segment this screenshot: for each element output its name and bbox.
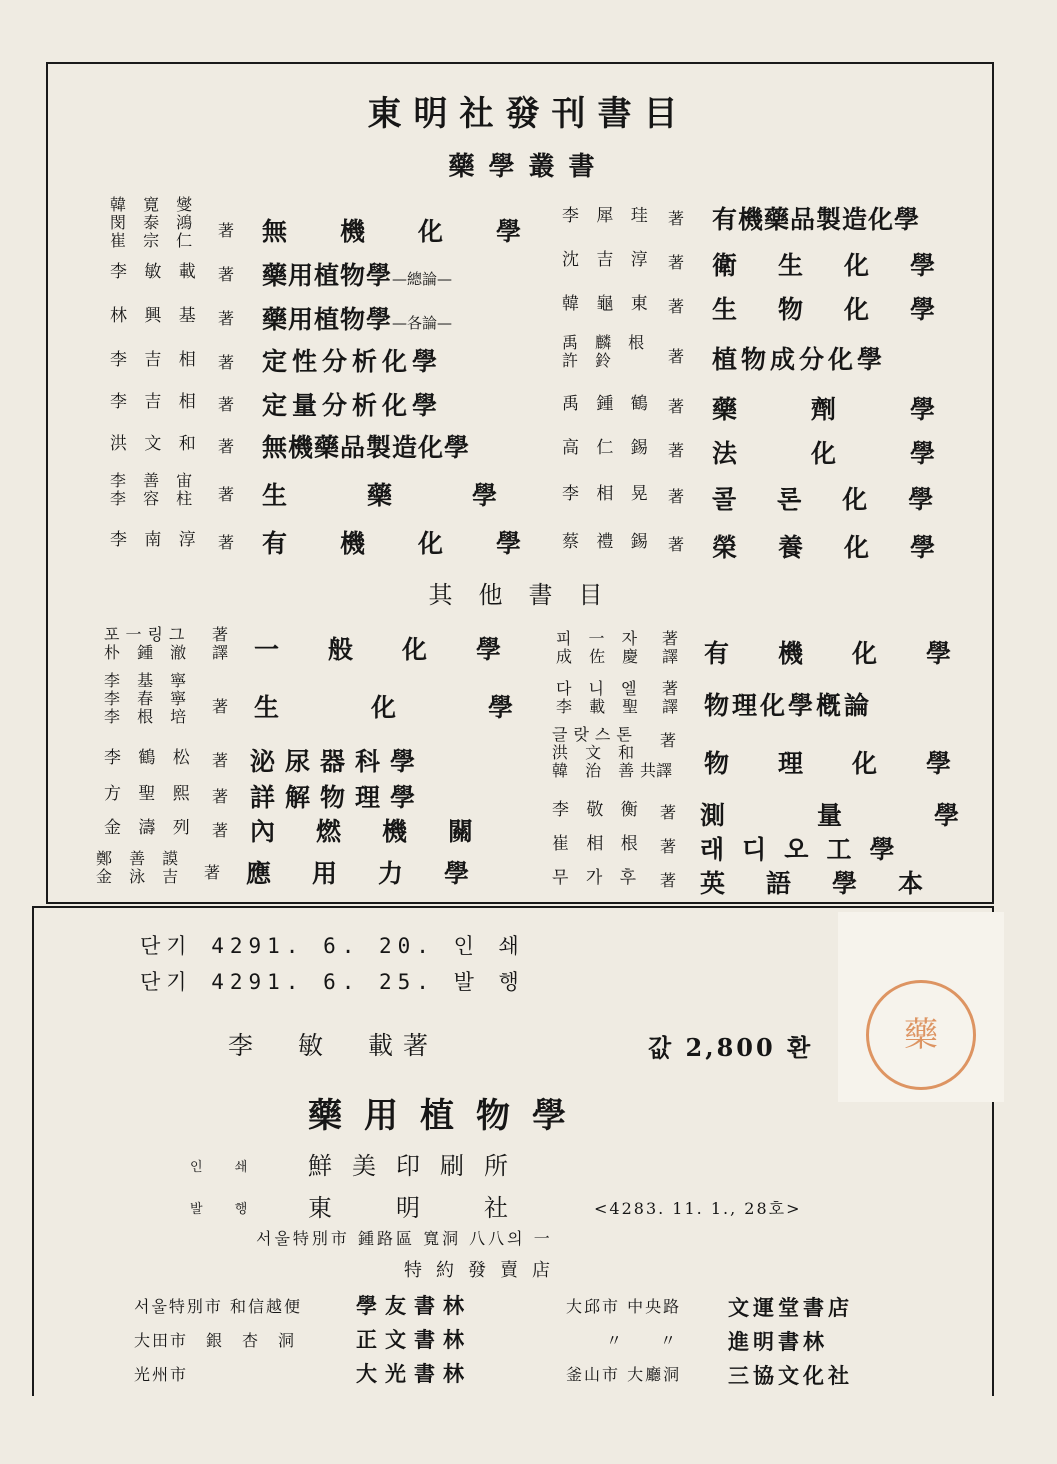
author-name: 李 春 寧 <box>104 689 193 708</box>
role-label: 著 <box>204 863 221 882</box>
book-authors: 金 濤 列 <box>104 818 196 838</box>
role-label: 著 <box>218 353 235 372</box>
book-title: 生 物 化 學 <box>712 295 944 324</box>
book-authors <box>104 626 192 662</box>
book-title: 生 藥 學 <box>262 481 508 510</box>
role-label: 著 <box>668 347 685 366</box>
book-title: 一 般 化 學 <box>254 635 514 664</box>
store-name: 大光書林 <box>356 1361 472 1386</box>
book-title: 無機藥品製造化學 <box>262 433 471 462</box>
role-label: 著 <box>662 629 679 648</box>
role-labels <box>662 630 678 666</box>
author-name: 鄭 善 謨 <box>96 849 185 868</box>
colophon-author: 李 敏 載著 <box>228 1031 439 1060</box>
book-authors: 무 가 후 <box>552 868 643 888</box>
role-label: 著 <box>212 787 229 806</box>
author-name: 李 善 宙 <box>110 471 199 490</box>
book-title: 藥 劑 學 <box>712 395 944 424</box>
seal-stamp <box>866 980 976 1090</box>
role-label: 著 <box>218 221 235 240</box>
book-title: 無 機 化 學 <box>262 217 536 246</box>
book-subtitle: —各論— <box>392 314 453 332</box>
store-city: 大田市 銀 杏 洞 <box>134 1331 297 1350</box>
role-label: 著 <box>218 437 235 456</box>
book-title: 物 理 化 學 <box>704 749 964 778</box>
role-labels <box>640 726 676 786</box>
role-label: 著 <box>668 487 685 506</box>
publisher: 東 明 社 <box>308 1194 528 1222</box>
book-authors: 韓 龜 東 <box>562 294 654 314</box>
author-name: 李 根 培 <box>104 707 193 726</box>
book-title: 榮 養 化 學 <box>712 533 944 562</box>
author-name: 閔 泰 鴻 <box>110 213 199 232</box>
book-title: 內 燃 機 關 <box>250 817 482 846</box>
book-authors <box>556 630 644 666</box>
book-title <box>262 256 452 292</box>
book-authors: 李 相 晃 <box>562 484 654 504</box>
role-label: 著 <box>668 397 685 416</box>
catalog-title: 東明社發刊書目 <box>367 94 690 134</box>
store-name: 三協文化社 <box>728 1363 853 1388</box>
role-label: 譯 <box>662 697 679 716</box>
registration: <4283. 11. 1., 28호> <box>594 1199 802 1218</box>
series-heading: 藥學叢書 <box>448 152 609 182</box>
store-city: 光州市 <box>134 1365 189 1384</box>
printer: 鮮美印刷所 <box>308 1152 528 1180</box>
author-name: 포一링그 <box>104 625 191 644</box>
book-title: 測 量 學 <box>700 801 974 830</box>
store-city: 〃 〃 <box>606 1331 679 1350</box>
book-title: 有機藥品製造化學 <box>712 205 921 234</box>
book-authors <box>96 850 184 886</box>
colophon-book-title: 藥用植物學 <box>308 1096 588 1136</box>
role-label: 著 <box>218 533 235 552</box>
book-title: 有 機 化 學 <box>704 639 964 668</box>
book-authors: 沈 吉 淳 <box>562 250 654 270</box>
author-name: 피 一 자 <box>556 629 644 648</box>
book-authors: 崔 相 根 <box>552 834 644 854</box>
publish-date: 단기 4291. 6. 25. 발 행 <box>140 970 525 994</box>
book-authors <box>562 334 650 370</box>
author-name: 金 泳 吉 <box>96 867 185 886</box>
book-authors: 李 敬 衡 <box>552 800 644 820</box>
book-title: 콜 론 化 學 <box>712 485 942 514</box>
print-label: 인 쇄 <box>190 1160 262 1175</box>
book-title: 詳解物理學 <box>250 783 426 812</box>
role-label: 著 <box>212 821 229 840</box>
book-authors: 李 南 淳 <box>110 530 202 550</box>
role-label: 著 <box>668 297 685 316</box>
role-label: 著 <box>668 535 685 554</box>
book-title-text: 藥用植物學 <box>262 305 393 334</box>
author-name: 李 容 柱 <box>110 489 199 508</box>
book-authors: 李 吉 相 <box>110 392 202 412</box>
book-title <box>262 300 452 336</box>
role-label: 譯 <box>212 643 229 662</box>
role-label: 著 <box>218 395 235 414</box>
author-name: 許 鈴 <box>562 351 618 370</box>
book-title: 衛 生 化 學 <box>712 251 944 280</box>
store-name: 正文書林 <box>356 1327 472 1352</box>
book-authors: 李 鶴 松 <box>104 748 196 768</box>
book-title: 래디오工學 <box>700 835 913 864</box>
book-authors: 林 興 基 <box>110 306 202 326</box>
book-authors <box>552 726 640 780</box>
book-title: 英 語 學 本 <box>700 869 932 898</box>
author-name: 洪 文 和 <box>552 743 641 762</box>
role-label: 著 <box>212 751 229 770</box>
role-label: 著 <box>218 309 235 328</box>
book-title: 定量分析化學 <box>262 391 443 420</box>
role-label: 譯 <box>662 647 679 666</box>
book-authors <box>556 680 644 716</box>
role-label: 著 <box>212 625 229 644</box>
author-name: 李 載 聖 <box>556 697 645 716</box>
role-label: 著 <box>212 697 229 716</box>
book-title: 植物成分化學 <box>712 345 887 374</box>
author-name: 韓 寛 燮 <box>110 195 199 214</box>
book-authors: 高 仁 錫 <box>562 438 654 458</box>
role-label: 著 <box>660 837 677 856</box>
book-authors <box>110 472 198 508</box>
role-label: 著 <box>660 871 677 890</box>
author-name: 韓 治 善 <box>552 761 641 780</box>
author-name: 崔 宗 仁 <box>110 231 199 250</box>
author-name: 다 니 엘 <box>556 679 643 698</box>
role-label: 著 <box>218 265 235 284</box>
store-city: 釜山市 大廳洞 <box>566 1365 682 1384</box>
book-authors: 李 犀 珪 <box>562 206 654 226</box>
book-authors <box>104 672 192 726</box>
book-authors <box>110 196 198 250</box>
store-name: 進明書林 <box>728 1329 828 1354</box>
role-labels <box>212 626 228 662</box>
others-heading: 其他書目 <box>428 581 629 609</box>
book-authors: 李 敏 載 <box>110 262 202 282</box>
price: 값 2,800 환 <box>648 1033 814 1062</box>
book-title: 物理化學槪論 <box>704 691 873 720</box>
author-name: 禹 麟 根 <box>562 333 651 352</box>
publish-label: 발 행 <box>190 1202 262 1217</box>
book-title: 有 機 化 學 <box>262 529 536 558</box>
store-name: 學友書林 <box>356 1293 472 1318</box>
role-labels <box>662 680 678 716</box>
author-name: 成 佐 慶 <box>556 647 645 666</box>
book-authors: 禹 鍾 鶴 <box>562 394 654 414</box>
author-name: 朴 鍾 澈 <box>104 643 193 662</box>
book-authors: 方 聖 熙 <box>104 784 196 804</box>
author-name: 李 基 寧 <box>104 671 193 690</box>
author-name: 글랏스톤 <box>552 725 638 744</box>
store-name: 文運堂書店 <box>728 1295 853 1320</box>
role-label: 著 <box>660 731 677 750</box>
book-subtitle: —總論— <box>392 270 453 288</box>
role-label: 著 <box>662 679 679 698</box>
role-label: 共譯 <box>640 761 673 780</box>
book-title: 泌尿器科學 <box>250 747 426 776</box>
role-label: 著 <box>660 803 677 822</box>
print-date: 단기 4291. 6. 20. 인 쇄 <box>140 934 525 958</box>
book-title: 應 用 力 學 <box>246 859 478 888</box>
store-city: 大邱市 中央路 <box>566 1297 682 1316</box>
book-authors: 洪 文 和 <box>110 434 202 454</box>
role-label: 著 <box>668 253 685 272</box>
role-label: 著 <box>668 209 685 228</box>
publisher-address: 서울特別市 鍾路區 寬洞 八八의 一 <box>256 1229 553 1248</box>
book-title-text: 藥用植物學 <box>262 261 393 290</box>
stores-heading: 特約發賣店 <box>404 1260 564 1281</box>
book-title: 法 化 學 <box>712 439 944 468</box>
book-title: 定性分析化學 <box>262 347 443 376</box>
seal-text: 藥 <box>904 1015 938 1055</box>
role-label: 著 <box>668 441 685 460</box>
book-title: 生 化 學 <box>254 693 528 722</box>
role-label: 著 <box>218 485 235 504</box>
store-city: 서울特別市 和信越便 <box>134 1297 302 1316</box>
book-authors: 李 吉 相 <box>110 350 202 370</box>
book-authors: 蔡 禮 錫 <box>562 532 654 552</box>
